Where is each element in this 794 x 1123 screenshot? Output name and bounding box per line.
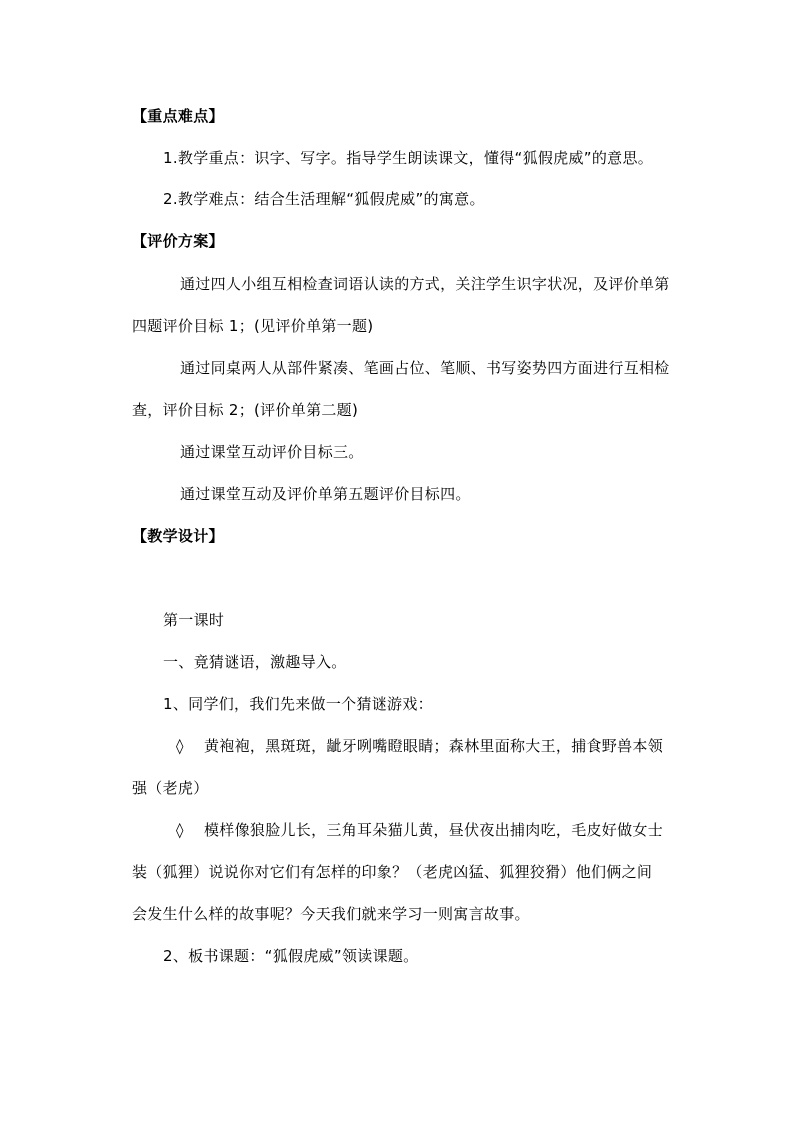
riddle-1-text: 黄袍袍，黑斑斑，龇牙咧嘴瞪眼睛；森林里面称大王，捕食野兽本领 (204, 737, 664, 755)
bullet-diamond-icon: ◊ (176, 821, 184, 839)
step-1-item-1: 1、同学们，我们先来做一个猜谜游戏： (163, 695, 433, 713)
lesson-title: 第一课时 (163, 611, 225, 629)
key-points-heading: 【重点难点】 (132, 107, 224, 125)
key-point-1: 1.教学重点：识字、写字。指导学生朗读课文，懂得“狐假虎威”的意思。 (163, 149, 654, 167)
riddle-2-line-2: 装（狐狸）说说你对它们有怎样的印象？（老虎凶猛、狐狸狡猾）他们俩之间 (132, 863, 653, 881)
evaluation-paragraph-2-line-1: 通过同桌两人从部件紧凑、笔画占位、笔顺、书写姿势四方面进行互相检 (180, 359, 670, 377)
evaluation-paragraph-3: 通过课堂互动评价目标三。 (180, 443, 364, 461)
evaluation-paragraph-1-line-2: 四题评价目标 1；(见评价单第一题) (132, 317, 374, 335)
evaluation-paragraph-4: 通过课堂互动及评价单第五题评价目标四。 (180, 485, 471, 503)
step-1-title: 一、竟猜谜语，激趣导入。 (163, 653, 347, 671)
evaluation-heading: 【评价方案】 (132, 232, 224, 250)
riddle-1-line-2: 强（老虎） (132, 779, 209, 797)
design-heading: 【教学设计】 (132, 527, 224, 545)
step-1-item-2: 2、板书课题：“狐假虎威”领读课题。 (163, 947, 419, 965)
riddle-2-line-1 (176, 820, 663, 840)
riddle-2-line-3: 会发生什么样的故事呢？今天我们就来学习一则寓言故事。 (132, 905, 530, 923)
key-point-2: 2.教学难点：结合生活理解“狐假虎威”的寓意。 (163, 190, 485, 208)
riddle-1-line-1 (176, 736, 663, 756)
evaluation-paragraph-1-line-1: 通过四人小组互相检查词语认读的方式，关注学生识字状况，及评价单第 (180, 275, 670, 293)
riddle-2-text: 模样像狼脸儿长，三角耳朵猫儿黄，昼伏夜出捕肉吃，毛皮好做女士 (204, 821, 664, 839)
evaluation-paragraph-2-line-2: 查，评价目标 2；(评价单第二题) (132, 401, 359, 419)
bullet-diamond-icon: ◊ (176, 737, 184, 755)
